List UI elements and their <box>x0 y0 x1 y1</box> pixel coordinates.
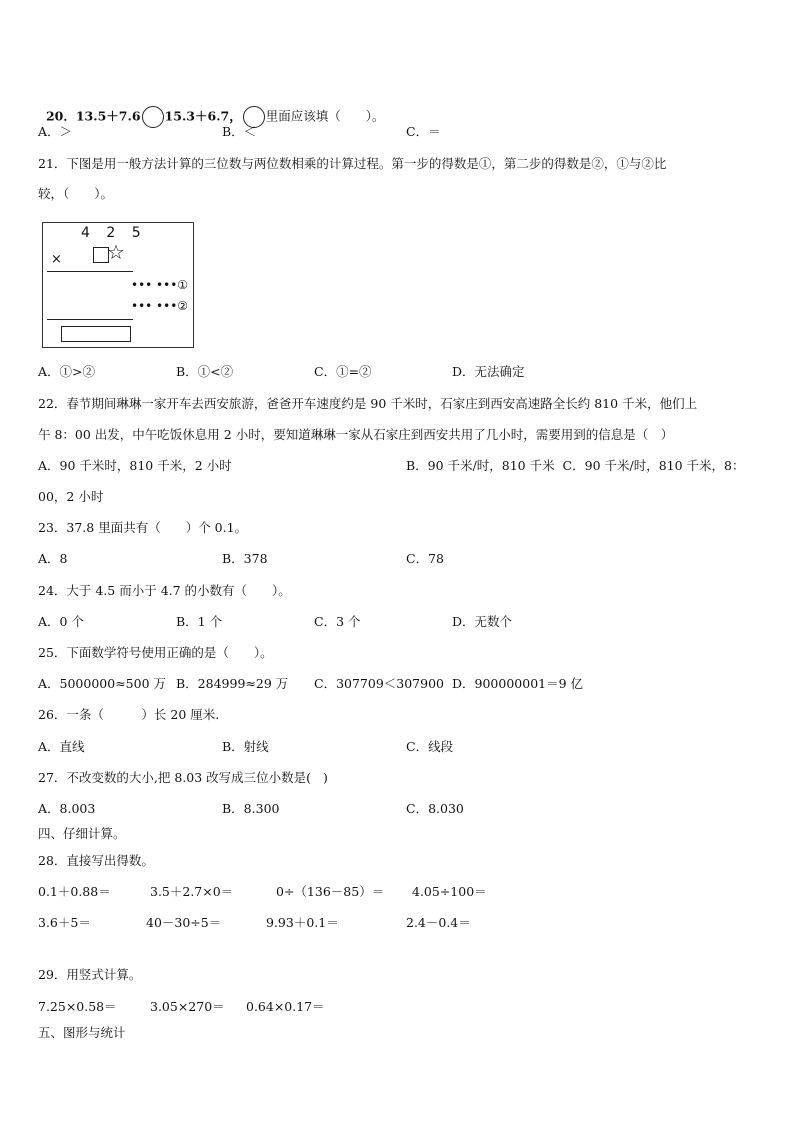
q26-option-c[interactable]: C．线段 <box>406 739 454 754</box>
figure-result-box <box>61 326 131 342</box>
q25-stem: 25．下面数学符号使用正确的是（ ）。 <box>38 645 273 660</box>
q28-r2-c3: 9.93＋0.1＝ <box>266 915 339 930</box>
star-icon: ☆ <box>107 240 125 264</box>
section-5-heading: 五、图形与统计 <box>38 1025 126 1040</box>
q28-r2-c1: 3.6＋5＝ <box>38 915 91 930</box>
q21-option-a[interactable]: A．①>② <box>38 364 96 379</box>
q25-option-c[interactable]: C．307709＜307900 <box>314 676 444 691</box>
q20-part-c: 里面应该填（ ）。 <box>265 108 385 124</box>
q29-c2: 3.05×270＝ <box>150 999 225 1014</box>
q28-r1-c3: 0÷（136－85）＝ <box>276 884 385 899</box>
q24-stem: 24．大于 4.5 而小于 4.7 的小数有（ ）。 <box>38 583 291 598</box>
section-4-heading: 四、仔细计算。 <box>38 826 126 841</box>
q20-part-a: 20．13.5＋7.6 <box>45 108 141 124</box>
q21-option-c[interactable]: C．①=② <box>314 364 372 379</box>
q23-stem: 23．37.8 里面共有（ ）个 0.1。 <box>38 520 248 535</box>
multiplication-figure <box>42 222 194 348</box>
q24-option-b[interactable]: B．1 个 <box>176 614 223 629</box>
q24-option-d[interactable]: D．无数个 <box>452 614 513 629</box>
q23-option-b[interactable]: B．378 <box>222 551 268 566</box>
figure-multiplicand: 4 2 5 <box>81 225 147 241</box>
q28-r1-c4: 4.05÷100＝ <box>412 884 487 899</box>
q26-option-b[interactable]: B．射线 <box>222 739 269 754</box>
q23-option-c[interactable]: C．78 <box>406 551 444 566</box>
q28-stem: 28．直接写出得数。 <box>38 853 154 868</box>
q29-c3: 0.64×0.17＝ <box>246 999 325 1014</box>
q20-stem <box>38 90 385 128</box>
q21-option-b[interactable]: B．①<② <box>176 364 234 379</box>
q27-option-c[interactable]: C．8.030 <box>406 801 464 816</box>
q25-option-a[interactable]: A．5000000≈500 万 <box>38 676 167 691</box>
q22-stem-line1: 22．春节期间琳琳一家开车去西安旅游，爸爸开车速度约是 90 千米时，石家庄到西安高速路全长约 810 千米，他们上 <box>38 396 698 411</box>
q22-stem-line2: 午 8：00 出发，中午吃饭休息用 2 小时，要知道琳琳一家从石家庄到西安共用了几小时，需要用到的信息是（ ） <box>38 427 674 442</box>
q24-option-a[interactable]: A．0 个 <box>38 614 84 629</box>
q20-option-a[interactable]: A．＞ <box>38 124 73 139</box>
q22-option-bc[interactable]: B．90 千米/时，810 千米 C．90 千米/时，810 千米，8： <box>406 458 745 473</box>
q20-option-c[interactable]: C．＝ <box>406 124 441 139</box>
q29-stem: 29．用竖式计算。 <box>38 967 142 982</box>
q26-stem: 26．一条（ ）长 20 厘米. <box>38 707 220 722</box>
figure-step2-label: ••• •••② <box>131 299 189 313</box>
q28-r2-c4: 2.4－0.4＝ <box>406 915 471 930</box>
q27-option-a[interactable]: A．8.003 <box>38 801 96 816</box>
blank-circle-1[interactable] <box>142 106 164 128</box>
q29-c1: 7.25×0.58＝ <box>38 999 117 1014</box>
q20-option-b[interactable]: B．＜ <box>222 124 257 139</box>
figure-times-sign: × <box>51 252 62 267</box>
q21-option-d[interactable]: D．无法确定 <box>452 364 525 379</box>
q27-stem: 27．不改变数的大小,把 8.03 改写成三位小数是( ) <box>38 770 328 785</box>
q21-stem-line2: 较，（ ）。 <box>38 186 114 201</box>
q21-stem-line1: 21．下图是用一般方法计算的三位数与两位数相乘的计算过程。第一步的得数是①，第二步的得数是②，①与②比 <box>38 156 667 171</box>
q27-option-b[interactable]: B．8.300 <box>222 801 280 816</box>
q20-part-b: 15.3＋6.7， <box>164 108 242 124</box>
figure-rule-2 <box>47 319 133 320</box>
q28-r1-c1: 0.1＋0.88＝ <box>38 884 111 899</box>
q26-option-a[interactable]: A．直线 <box>38 739 85 754</box>
figure-step1-label: ••• •••① <box>131 278 189 292</box>
figure-rule-1 <box>47 271 133 272</box>
q28-r2-c2: 40－30÷5＝ <box>146 915 222 930</box>
q22-option-c-cont: 00，2 小时 <box>38 489 104 504</box>
q28-r1-c2: 3.5＋2.7×0＝ <box>150 884 234 899</box>
q22-option-a[interactable]: A．90 千米时，810 千米，2 小时 <box>38 458 232 473</box>
q25-option-b[interactable]: B．284999≈29 万 <box>176 676 289 691</box>
q24-option-c[interactable]: C．3 个 <box>314 614 361 629</box>
q23-option-a[interactable]: A．8 <box>38 551 68 566</box>
q25-option-d[interactable]: D．900000001＝9 亿 <box>452 676 584 691</box>
